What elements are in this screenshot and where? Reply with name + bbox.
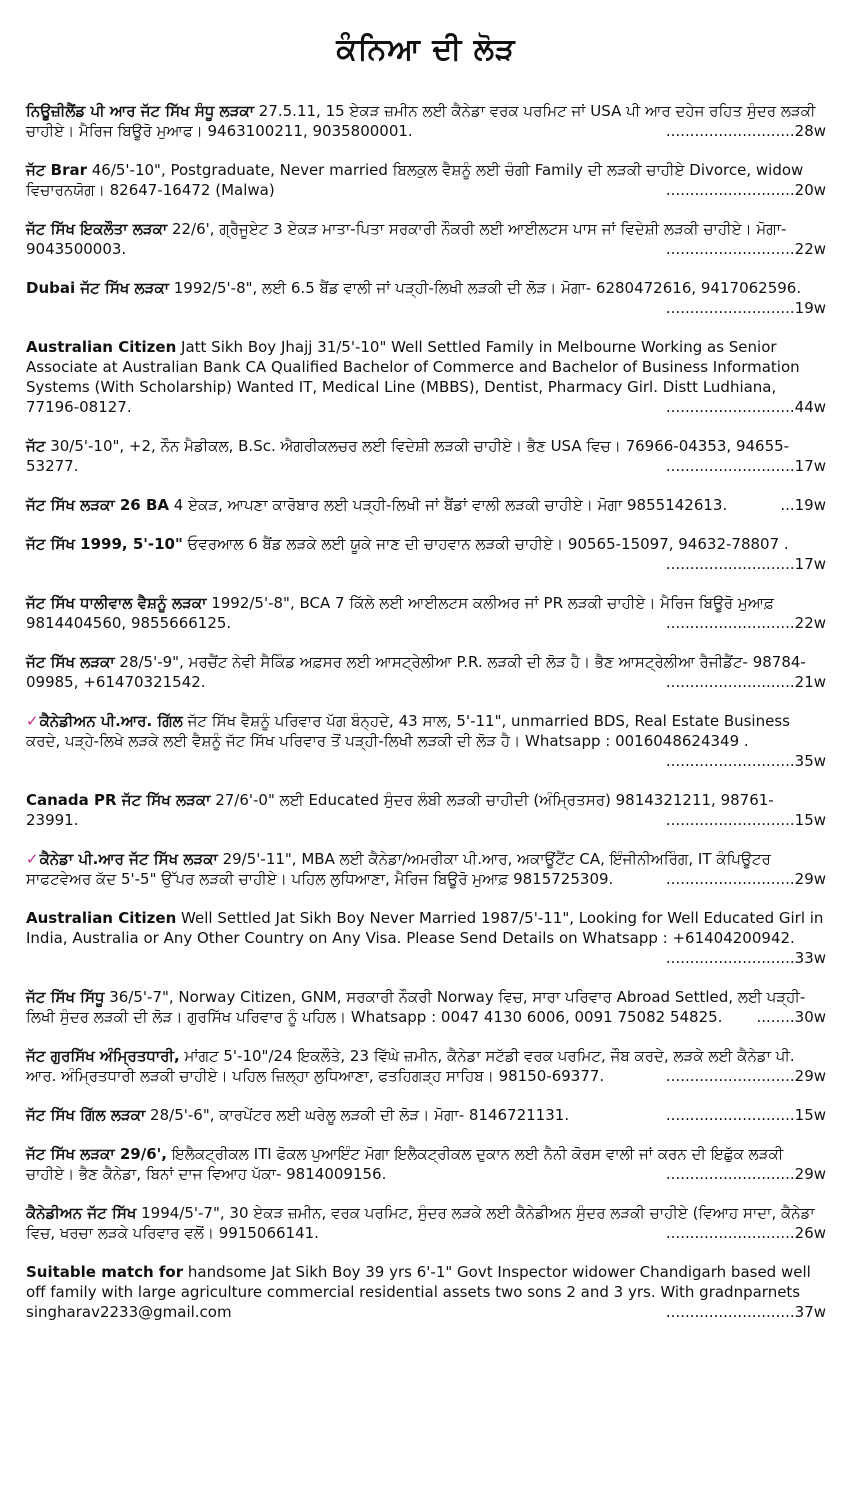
classified-ad — [26, 790, 826, 830]
ad-text: 28/5'-9", ਮਰਚੈਂਟ ਨੇਵੀ ਸੈਕਿੰਡ ਅਫ਼ਸਰ ਲਈ ਆਸਟ੍ਰੇਲੀਆ P.R. ਲੜਕੀ ਦੀ ਲੋੜ ਹੈ। ਭੈਣ ਆਸਟ੍ਰੇਲੀਆ ਰੈਜੀਡੈਂਟ- 98784-09985, +61470321542. — [26, 653, 806, 691]
classified-ad — [26, 908, 826, 968]
classified-ad — [26, 593, 826, 633]
ad-lead: ਨਿਊਜ਼ੀਲੈਂਡ ਪੀ ਆਰ ਜੱਟ ਸਿੱਖ ਸੰਧੂ ਲੜਕਾ — [26, 102, 255, 120]
ad-word-count: ........30w — [756, 1008, 826, 1026]
ad-lead: Dubai ਜੱਟ ਸਿੱਖ ਲੜਕਾ — [26, 279, 169, 297]
ad-lead: ਕੈਨੇਡੀਅਨ ਜੱਟ ਸਿੱਖ — [26, 1204, 137, 1222]
ad-word-count: ...19w — [780, 496, 826, 514]
classified-ad — [26, 849, 826, 889]
ad-lead: ਕੈਨੇਡੀਅਨ ਪੀ.ਆਰ. ਗਿੱਲ — [39, 712, 183, 730]
ad-text: 27/6'-0" ਲਈ Educated ਸੁੰਦਰ ਲੰਬੀ ਲੜਕੀ ਚਾਹੀਦੀ (ਅੰਮ੍ਰਿਤਸਰ) 9814321211, 98761-23991. — [26, 791, 774, 829]
classified-ad — [26, 436, 826, 476]
ad-lead: ਜੱਟ ਸਿੱਖ ਇਕਲੌਤਾ ਲੜਕਾ — [26, 220, 168, 238]
ad-text: 36/5'-7", Norway Citizen, GNM, ਸਰਕਾਰੀ ਨੌਕਰੀ Norway ਵਿਚ, ਸਾਰਾ ਪਰਿਵਾਰ Abroad Settled, ਲਈ ਪੜ੍ਹੀ-ਲਿਖੀ ਸੁੰਦਰ ਲੜਕੀ ਦੀ ਲੋੜ। ਗੁਰਸਿੱਖ ਪਰਿਵਾਰ ਨੂੰ ਪਹਿਲ। Whatsapp : 0047 4130 6006, 0091 75082 54825. — [26, 988, 806, 1026]
ad-lead: Australian Citizen — [26, 909, 177, 927]
ad-word-count: ...........................17w — [665, 555, 826, 573]
ad-text: Jatt Sikh Boy Jhajj 31/5'-10" Well Settled Family in Melbourne Working as Senior Associate at Australian Bank CA Qualified Bachelor of Commerce and Bachelor of Business Information Systems (With Scholarship) Wanted IT, Medical Line (MBBS), Dentist, Pharmacy Girl. Distt Ludhiana, 77196-08127. — [26, 338, 800, 416]
ad-text: 46/5'-10", Postgraduate, Never married ਬਿਲਕੁਲ ਵੈਸ਼ਨੂੰ ਲਈ ਚੰਗੀ Family ਦੀ ਲੜਕੀ ਚਾਹੀਏ Divorce, widow ਵਿਚਾਰਨਯੋਗ। 82647-16472 (Malwa) — [26, 161, 804, 199]
classified-ad — [26, 278, 826, 318]
ad-lead: ਜੱਟ ਸਿੱਖ ਸਿੱਧੂ — [26, 988, 105, 1006]
ad-lead: ਜੱਟ ਸਿੱਖ ਧਾਲੀਵਾਲ ਵੈਸ਼ਨੂੰ ਲੜਕਾ — [26, 594, 207, 612]
classified-ad — [26, 1144, 826, 1184]
ad-lead: Suitable match for — [26, 1263, 184, 1281]
ad-lead: ਜੱਟ — [26, 437, 46, 455]
classified-ad — [26, 1105, 826, 1125]
ad-text: Well Settled Jat Sikh Boy Never Married 1987/5'-11", Looking for Well Educated Girl in India, Australia or Any Other Country on Any Visa. Please Send Details on Whatsapp : +61404200942. — [26, 909, 824, 947]
ad-text: 28/5'-6", ਕਾਰਪੇਂਟਰ ਲਈ ਘਰੇਲੂ ਲੜਕੀ ਦੀ ਲੋੜ। ਮੋਗਾ- 8146721131. — [145, 1106, 570, 1124]
ad-text: 1992/5'-8", ਲਈ 6.5 ਬੈਂਡ ਵਾਲੀ ਜਾਂ ਪੜ੍ਹੀ-ਲਿਖੀ ਲੜਕੀ ਦੀ ਲੋੜ। ਮੋਗਾ- 6280472616, 9417062596. — [169, 279, 802, 297]
ad-word-count: ...........................28w — [665, 122, 826, 140]
classified-ad — [26, 101, 826, 141]
classified-ad — [26, 652, 826, 692]
ad-text: ਓਵਰਆਲ 6 ਬੈਂਡ ਲੜਕੇ ਲਈ ਯੂਕੇ ਜਾਣ ਦੀ ਚਾਹਵਾਨ ਲੜਕੀ ਚਾਹੀਏ। 90565-15097, 94632-78807 . — [182, 535, 789, 553]
ad-text: 27.5.11, 15 ਏਕੜ ਜ਼ਮੀਨ ਲਈ ਕੈਨੇਡਾ ਵਰਕ ਪਰਮਿਟ ਜਾਂ USA ਪੀ ਆਰ ਦਹੇਜ ਰਹਿਤ ਸੁੰਦਰ ਲੜਕੀ ਚਾਹੀਏ। ਮੈਰਿਜ ਬਿਊਰੋ ਮੁਆਫ। 9463100211, 9035800001. — [26, 102, 816, 140]
ad-word-count: ...........................44w — [665, 398, 826, 416]
ad-word-count: ...........................29w — [665, 1067, 826, 1085]
checkmark-icon: ✓ — [26, 850, 39, 868]
ad-word-count: ...........................19w — [665, 299, 826, 317]
ad-lead: ਜੱਟ ਸਿੱਖ ਲੜਕਾ 29/6', — [26, 1145, 167, 1163]
ad-word-count: ...........................20w — [665, 181, 826, 199]
ad-text: 29/5'-11", MBA ਲਈ ਕੈਨੇਡਾ/ਅਮਰੀਕਾ ਪੀ.ਆਰ, ਅਕਾਊਂਟੈਂਟ CA, ਇੰਜੀਨੀਅਰਿੰਗ, IT ਕੰਪਿਊਟਰ ਸਾਫਟਵੇਅਰ ਕੱਦ 5'-5" ਉੱਪਰ ਲੜਕੀ ਚਾਹੀਏ। ਪਹਿਲ ਲੁਧਿਆਣਾ, ਮੈਰਿਜ ਬਿਊਰੋ ਮੁਆਫ਼ 9815725309. — [26, 850, 771, 888]
ad-word-count: ...........................15w — [665, 811, 826, 829]
ad-lead: ਜੱਟ ਸਿੱਖ ਲੜਕਾ 26 BA — [26, 496, 170, 514]
page-title: ਕੰਨਿਆ ਦੀ ਲੋੜ — [336, 32, 516, 67]
ad-text: 30/5'-10", +2, ਨੌਨ ਮੈਡੀਕਲ, B.Sc. ਐਗਰੀਕਲਚਰ ਲਈ ਵਿਦੇਸ਼ੀ ਲੜਕੀ ਚਾਹੀਏ। ਭੈਣ USA ਵਿਚ। 76966-04353, 94655-53277. — [26, 437, 790, 475]
classified-ad — [26, 495, 826, 515]
classified-ad — [26, 534, 826, 574]
classified-ad — [26, 219, 826, 259]
classified-ad — [26, 160, 826, 200]
ad-text: ਇਲੈਕਟ੍ਰੀਕਲ ITI ਫੋਕਲ ਪੁਆਇੰਟ ਮੋਗਾ ਇਲੈਕਟ੍ਰੀਕਲ ਦੁਕਾਨ ਲਈ ਨੈਨੀ ਕੋਰਸ ਵਾਲੀ ਜਾਂ ਕਰਨ ਦੀ ਇਛੁੱਕ ਲੜਕੀ ਚਾਹੀਏ। ਭੈਣ ਕੈਨੇਡਾ, ਬਿਨਾਂ ਦਾਜ ਵਿਆਹ ਪੱਕਾ- 9814009156. — [26, 1145, 784, 1183]
ad-text: 22/6', ਗ੍ਰੈਜੂਏਟ 3 ਏਕੜ ਮਾਤਾ-ਪਿਤਾ ਸਰਕਾਰੀ ਨੌਕਰੀ ਲਈ ਆਈਲਟਸ ਪਾਸ ਜਾਂ ਵਿਦੇਸ਼ੀ ਲੜਕੀ ਚਾਹੀਏ। ਮੋਗਾ- 9043500003. — [26, 220, 787, 258]
ad-lead: ਜੱਟ ਸਿੱਖ 1999, 5'-10" — [26, 535, 183, 553]
ad-text: 1994/5'-7", 30 ਏਕੜ ਜ਼ਮੀਨ, ਵਰਕ ਪਰਮਿਟ, ਸੁੰਦਰ ਲੜਕੇ ਲਈ ਕੈਨੇਡੀਅਨ ਸੁੰਦਰ ਲੜਕੀ ਚਾਹੀਏ (ਵਿਆਹ ਸਾਦਾ, ਕੈਨੇਡਾ ਵਿਚ, ਖਰਚਾ ਲੜਕੇ ਪਰਿਵਾਰ ਵਲੋਂ। 9915066141. — [26, 1204, 815, 1242]
classified-ad — [26, 1046, 826, 1086]
classified-ad — [26, 987, 826, 1027]
checkmark-icon: ✓ — [26, 712, 39, 730]
ad-lead: ਜੱਟ ਗੁਰਸਿੱਖ ਅੰਮ੍ਰਿਤਧਾਰੀ, — [26, 1047, 180, 1065]
ad-text: 4 ਏਕੜ, ਆਪਣਾ ਕਾਰੋਬਾਰ ਲਈ ਪੜ੍ਹੀ-ਲਿਖੀ ਜਾਂ ਬੈਂਡਾਂ ਵਾਲੀ ਲੜਕੀ ਚਾਹੀਏ। ਮੋਗਾ 9855142613. — [169, 496, 728, 514]
ad-lead: ਕੈਨੇਡਾ ਪੀ.ਆਰ ਜੱਟ ਸਿੱਖ ਲੜਕਾ — [39, 850, 218, 868]
ad-text: ਜੱਟ ਸਿੱਖ ਵੈਸ਼ਨੂੰ ਪਰਿਵਾਰ ਪੱਗ ਬੰਨ੍ਹਦੇ, 43 ਸਾਲ, 5'-11", unmarried BDS, Real Estate Business ਕਰਦੇ, ਪੜ੍ਹੇ-ਲਿਖੇ ਲੜਕੇ ਲਈ ਵੈਸ਼ਨੂੰ ਜੱਟ ਸਿੱਖ ਪਰਿਵਾਰ ਤੋਂ ਪੜ੍ਹੀ-ਲਿਖੀ ਲੜਕੀ ਦੀ ਲੋੜ ਹੈ। Whatsapp : 0016048624349 . — [26, 712, 790, 750]
ad-text: ਮਾਂਗਟ 5'-10"/24 ਇਕਲੌਤੇ, 23 ਵਿੱਘੇ ਜ਼ਮੀਨ, ਕੈਨੇਡਾ ਸਟੱਡੀ ਵਰਕ ਪਰਮਿਟ, ਜੌਬ ਕਰਦੇ, ਲੜਕੇ ਲਈ ਕੈਨੇਡਾ ਪੀ. ਆਰ. ਅੰਮ੍ਰਿਤਧਾਰੀ ਲੜਕੀ ਚਾਹੀਏ। ਪਹਿਲ ਜ਼ਿਲ੍ਹਾ ਲੁਧਿਆਣਾ, ਫਤਹਿਗੜ੍ਹ ਸਾਹਿਬ। 98150-69377. — [26, 1047, 795, 1085]
ad-word-count: ...........................35w — [665, 752, 826, 770]
ad-word-count: ...........................21w — [665, 673, 826, 691]
ad-word-count: ...........................22w — [665, 614, 826, 632]
ad-word-count: ...........................15w — [665, 1106, 826, 1124]
ad-text: handsome Jat Sikh Boy 39 yrs 6'-1" Govt Inspector widower Chandigarh based well off family with large agriculture commercial residential assets two sons 2 and 3 yrs. With gradnparnets singharav2233@gmail.com — [26, 1263, 811, 1321]
classified-ad — [26, 337, 826, 417]
ad-word-count: ...........................29w — [665, 870, 826, 888]
ad-word-count: ...........................26w — [665, 1224, 826, 1242]
ad-word-count: ...........................33w — [665, 949, 826, 967]
ad-lead: Canada PR ਜੱਟ ਸਿੱਖ ਲੜਕਾ — [26, 791, 211, 809]
classified-ad — [26, 1203, 826, 1243]
ad-lead: Australian Citizen — [26, 338, 177, 356]
classified-ad — [26, 711, 826, 771]
ad-lead: ਜੱਟ ਸਿੱਖ ਗਿੱਲ ਲੜਕਾ — [26, 1106, 146, 1124]
ads-list — [26, 101, 826, 1322]
ad-word-count: ...........................37w — [665, 1303, 826, 1321]
ad-text: 1992/5'-8", BCA 7 ਕਿੱਲੇ ਲਈ ਆਈਲਟਸ ਕਲੀਅਰ ਜਾਂ PR ਲੜਕੀ ਚਾਹੀਏ। ਮੈਰਿਜ ਬਿਊਰੋ ਮੁਆਫ਼ 9814404560, 9855666125. — [26, 594, 774, 632]
ad-lead: ਜੱਟ ਸਿੱਖ ਲੜਕਾ — [26, 653, 115, 671]
ad-word-count: ...........................17w — [665, 457, 826, 475]
ad-word-count: ...........................29w — [665, 1165, 826, 1183]
ad-lead: ਜੱਟ Brar — [26, 161, 87, 179]
classified-ad — [26, 1262, 826, 1322]
ad-word-count: ...........................22w — [665, 240, 826, 258]
